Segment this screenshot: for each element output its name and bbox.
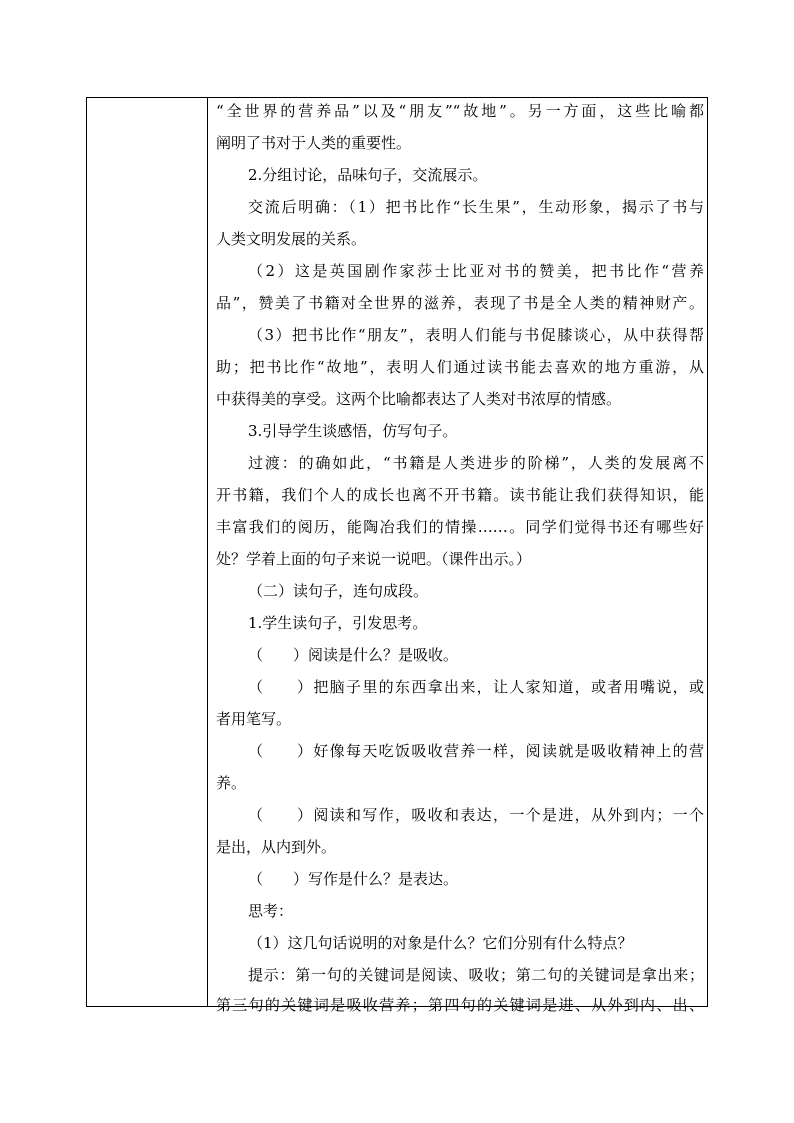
text-line: （ ）把脑子里的东西拿出来，让人家知道，或者用嘴说，或 [248,678,704,696]
text-line: 是出，从内到外。 [216,838,337,856]
text-line: 过渡：的确如此，“书籍是人类进步的阶梯”，人类的发展离不 [248,454,704,472]
lesson-content-cell [216,98,704,1014]
text-line: 养。 [216,774,247,792]
text-line: （二）读句子，连句成段。 [248,582,429,600]
text-line: 3.引导学生谈感悟，仿写句子。 [248,422,458,440]
text-line: （ ）阅读是什么？是吸收。 [248,646,459,664]
text-line: “全世界的营养品”以及“朋友”“故地”。另一方面，这些比喻都 [216,102,704,120]
text-line: 丰富我们的阅历，能陶冶我们的情操……。同学们觉得书还有哪些好 [216,518,704,536]
text-line: 阐明了书对于人类的重要性。 [216,134,412,152]
text-line: 第三句的关键词是吸收营养；第四句的关键词是进、从外到内、出、 [216,996,704,1014]
text-line: 提示：第一句的关键词是阅读、吸收；第二句的关键词是拿出来； [248,966,704,984]
text-line: 处？学着上面的句子来说一说吧。（课件出示。） [216,550,532,568]
text-line: 品”，赞美了书籍对全世界的滋养，表现了书是全人类的精神财产。 [216,294,704,312]
text-line: 2.分组讨论，品味句子，交流展示。 [248,166,488,184]
text-line: 思考： [248,902,294,920]
column-divider [207,98,208,1006]
text-line: （ ）阅读和写作，吸收和表达，一个是进，从外到内；一个 [248,806,704,824]
lesson-table [86,97,708,1014]
text-line: 助；把书比作“故地”，表明人们通过读书能去喜欢的地方重游，从 [216,358,704,376]
text-line: 中获得美的享受。这两个比喻都表达了人类对书浓厚的情感。 [216,390,622,408]
text-line: 1.学生读句子，引发思考。 [248,614,428,632]
table-left-column [87,98,207,1006]
text-line: 开书籍，我们个人的成长也离不开书籍。读书能让我们获得知识，能 [216,486,704,504]
text-line: 者用笔写。 [216,710,292,728]
text-line: （ ）好像每天吃饭吸收营养一样，阅读就是吸收精神上的营 [248,742,704,760]
text-line: （2）这是英国剧作家莎士比亚对书的赞美，把书比作“营养 [248,262,704,280]
text-line: （ ）写作是什么？是表达。 [248,870,459,888]
text-line: 交流后明确：（1）把书比作“长生果”，生动形象，揭示了书与 [248,198,704,216]
text-line: （3）把书比作“朋友”，表明人们能与书促膝谈心，从中获得帮 [248,326,704,344]
text-line: （1）这几句话说明的对象是什么？它们分别有什么特点？ [248,934,633,952]
text-line: 人类文明发展的关系。 [216,230,367,248]
